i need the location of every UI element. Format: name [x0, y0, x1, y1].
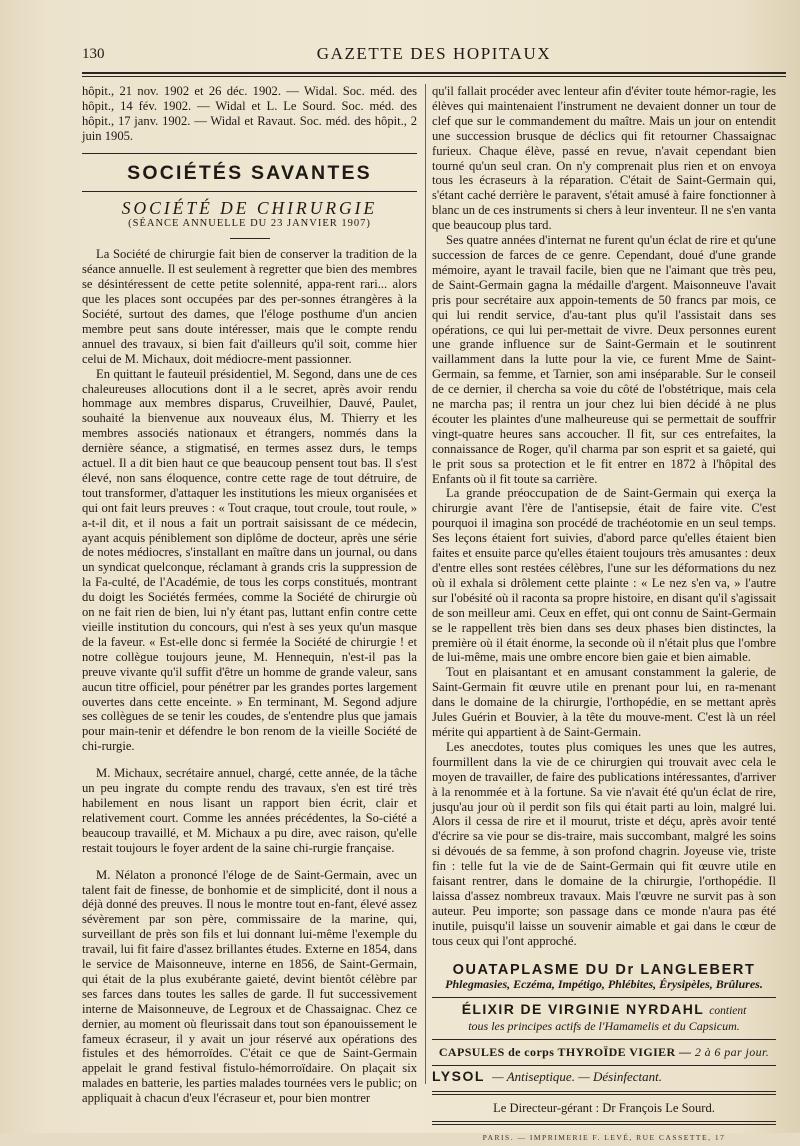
society-heading: SOCIÉTÉ DE CHIRURGIE [121, 197, 378, 218]
references-paragraph: hôpit., 21 nov. 1902 et 26 déc. 1902. — Widal. Soc. méd. des hôpit., 14 fév. 1902. — Widal et L. Le Sourd. Soc. méd. des hôpit., 17 janv. 1902. — Widal et Ravaut. Soc. méd. des hôpit., 2 juin 1905. [82, 84, 417, 143]
ad-elixir-title: ÉLIXIR DE VIRGINIE NYRDAHL [461, 1001, 704, 1018]
ad-ouataplasme-subtitle: Phlegmasies, Eczéma, Impétigo, Phlébites, Érysipèles, Brûlures. [445, 977, 763, 992]
page-header [82, 44, 786, 68]
section-rule-top [82, 153, 417, 154]
short-divider [230, 238, 270, 239]
journal-title: GAZETTE DES HOPITAUX [316, 44, 552, 63]
column-divider [425, 84, 426, 1084]
ad-capsules-title: CAPSULES de corps THYROÏDE VIGIER — [438, 1045, 695, 1060]
right-column [432, 84, 776, 1146]
ad-capsules-dose: 2 à 6 par jour. [694, 1045, 770, 1060]
printer-line: PARIS. — IMPRIMERIE F. LEVÉ, RUE CASSETTE, 17 [482, 1132, 726, 1142]
ad-ouataplasme-title: OUATAPLASME DU Dr LANGLEBERT [452, 961, 756, 978]
article-paragraph-8: Tout en plaisantant et en amusant constamment la galerie, de Saint-Germain fit œuvre utile en prenant pour lui, en ra-menant dans le domaine de la chirurgie, l'orthopédie, en se mettant après Jules Guérin et Bouvier, à la tête du mouve-ment. C'est là un réel mérite qui appartient à de Saint-Germain. [432, 665, 776, 739]
ad-rule-2 [432, 1039, 776, 1040]
article-paragraph-9: Les anecdotes, toutes plus comiques les unes que les autres, fourmillent dans la vie de ce chirurgien qui trouvait avec cela le moyen de travailler, de faire des publications intéressantes, d'arriver à la renommée et à la fortune. Sa vie n'avait été qu'un éclat de rire, jusqu'au jour où il perdit son fils qui était parti au loin, malgré lui. Alors il cessa de rire et il mourut, triste et déçu, après avoir tenté d'écrire sa vie pour se dis-traire, mais succombant, malgré les soins si dévoués de sa femme, à son profond chagrin. Joyeuse vie, triste fin : telle fut la vie de de Saint-Germain qui fit œuvre utile en faisant rentrer, dans le domaine de la chirurgie, l'orthopédie. Il laissa d'assez nombreux travaux. Mais l'œuvre ne survit pas à son auteur. Peu importe; son passage dans ce monde n'aura pas été inutile, puisqu'il laisse un souvenir aimable et gai dans le cœur de tous ceux qui l'ont approché. [432, 739, 776, 948]
ad-capsules [432, 1045, 776, 1060]
header-rule-thick [82, 72, 786, 74]
article-paragraph-2: En quittant le fauteuil présidentiel, M. Segond, dans une de ces chaleureuses allocutions dont il a le secret, après avoir rendu hommage aux membres disparus, Cruveilhier, Dauvé, Paulet, souhaité la bienvenue aux nouveaux élus, M. Thierry et les membres associés nationaux et étrangers, nommés dans la dernière séance, a stigmatisé, en termes assez durs, le temps actuel. Il a dit bien haut ce que beaucoup pensent tout bas. Il s'est élevé, non sans éloquence, contre cette rage de tout détruire, de tout transformer, d'attaquer les institutions les mieux organisées et qui ont fait leurs preuves : « Tout craque, tout croule, tout roule, » a-t-il dit, et il nous a fait un portrait saisissant de ce médecin, ayant acquis péniblement son diplôme de docteur, après une série de notes médiocres, s'installant en maître dans un journal, ou dans un syndicat quelconque, réclamant à grands cris la suppression de la Fa-culté, de l'Académie, de tous les corps constitués, montrant du doigt les Sociétés fermées, comme la Société de chirurgie où on ne fait rien de bien, lui n'y étant pas, luttant enfin contre cette vieille institution du concours, qui n'est à ses yeux qu'un masque de la faveur. « Est-elle donc si fermée la Société de chirurgie ! et notre collègue toujours jeune, M. Hennequin, n'est-il pas la preuve vivante qu'il suffit d'être un homme de grande valeur, sans aucun titre officiel, pour pénétrer par les grandes portes largement ouvertes dans cette enceinte. » En terminant, M. Segond adjure ses collègues de se tenir les coudes, de s'entendre plus que jamais pour main-tenir et défendre le bon renom de la vieille Société de chi-rurgie. [82, 366, 417, 754]
section-heading: SOCIÉTÉS SAVANTES [127, 161, 372, 184]
session-subheading: (SÉANCE ANNUELLE DU 23 JANVIER 1907) [128, 218, 371, 230]
ad-elixir-contient: contient [709, 1005, 747, 1018]
article-paragraph-5: qu'il fallait procéder avec lenteur afin d'éviter toute hémor-ragie, les élèves qui maintenaient l'instrument ne devaient donner un tour de clef que sur le commandement du maître. Mais un jour on entendit une succession brusque de déclics qui fit retourner Chassaignac furieux. Chaque élève, passé en revue, n'avait cependant bien tourné qu'un seul cran. On n'y comprenait plus rien et on envoya tous les écraseurs à la réparation. C'était de Saint-Germain qui, s'étant caché derrière le paravent, s'était amusé à faire fonctionner à blanc un de ces instruments si chers à leur inventeur. Il ne s'en vanta que beaucoup plus tard. [432, 84, 776, 233]
ad-lysol-name: LYSOL [432, 1068, 485, 1085]
section-rule-bottom [82, 191, 417, 192]
ad-lysol [432, 1069, 776, 1085]
ad-rule-3 [432, 1065, 776, 1066]
article-paragraph-6: Ses quatre années d'internat ne furent qu'un éclat de rire et qu'une succession de farces de ce genre. Cependant, doué d'une grande mémoire, ayant le travail facile, bien que ne l'aimant que très peu, de Saint-Germain gagna la médaille d'argent. Maisonneuve l'avait pris pour secrétaire aux appoin-tements de 50 francs par mois, ce qui lui rendit service, d'au-tant plus qu'il l'assistait dans ses opérations, ce qui lui per-mettait de vivre. Deux personnes eurent une grande influence sur de Saint-Germain et le soutinrent vaillamment dans la lutte pour la vie, ce furent Mme de Saint-Germain, sa femme, et Tarnier, son ami inséparable. Sur le conseil de ce dernier, il chercha sa voie du côté de l'obstétrique, mais cela ne marcha pas; il rentra un jour chez lui bien décidé à ne plus écouter les plaintes d'une malheureuse qui se permettait de souffrir vingt-quatre heures sans accoucher. Il fit, sur ces entrefaites, la connaissance de Roger, qu'il charma par son esprit et sa gaieté, qui le prit sous sa protection et le fit entrer en 1872 à l'hôpital des Enfants où il fit toute sa carrière. [432, 233, 776, 486]
header-rule-thin [82, 76, 786, 77]
ad-lysol-desc: — Antiseptique. — Désinfectant. [492, 1069, 662, 1085]
article-paragraph-4: M. Nélaton a prononcé l'éloge de de Saint-Germain, avec un talent fait de finesse, de bonhomie et de simplicité, dont il nous a déjà donné des preuves. Il nous le montre tout en-fant, élevé assez sévèrement par son père, commissaire de la marine, qui, surveillant de près son fils et lui donnant lui-même l'exemple du travail, lui fit faire d'assez brillantes études. Externe en 1854, dans le service de Maisonneuve, interne en 1856, de Saint-Germain, qui était de la plus exubérante gaieté, devint bientôt célèbre par ses farces dans toutes les salles de garde. Il fut successivement interne de Maisonneuve, de Legroux et de Chassaignac. Chez ce dernier, au moment où fleurissait dans tout son épanouissement le fameux écraseur, il y avait un jour réservé aux opérations des fistules et des hémorroïdes. C'était ce que de Saint-Germain appelait le grand festival fistulo-hémorroïdaire. On plaçait six malades en batterie, les parties malades tournées vers le public; on appliquait à chacun d'eux l'écraseur et, pour bien montrer [82, 867, 417, 1106]
page-number: 130 [82, 46, 105, 62]
footer-rule-bottom [432, 1121, 776, 1125]
article-paragraph-7: La grande préoccupation de de Saint-Germain qui exerça la chirurgie avant l'ère de l'antisepsie, était de faire vite. C'est pourquoi il imagina son procédé de trachéotomie en un seul temps. Ses leçons étaient fort suivies, d'abord parce qu'elles étaient bien faites et ensuite parce qu'elles étaient toujours très amusantes : deux d'entre elles sont restées célèbres, l'une sur les déformations du nez où il exhala si drôlement cette plainte : « Le nez s'en va, » l'autre sur l'obésité où il raconta sa propre histoire, en disant qu'il s'agissait de son meilleur ami. Ceux en effet, qui ont connu de Saint-Germain se le rappellent très bien dans ses deux phases bien distinctes, la première où il était énorme, la seconde où il n'était plus que l'ombre de lui-même, mais une ombre encore bien gaie et bien aimable. [432, 486, 776, 665]
footer-rule-top [432, 1091, 776, 1095]
ad-elixir-subtitle: tous les principes actifs de l'Hamamelis et du Capsicum. [468, 1019, 740, 1034]
article-paragraph-1: La Société de chirurgie fait bien de conserver la tradition de la séance annuelle. Il est seulement à regretter que bien des membres se désintéressent de cette petite solennité, appa-rent rari... alors que les places sont occupées par des per-sonnes étrangères à la Société, surtout des dames, que l'éloge posthume d'un ancien membre peut sans doute intéresser, mais que le compte rendu annuel des travaux, si bien fait d'ailleurs qu'il soit, comme hier celui de M. Michaux, doit médiocre-ment passionner. [82, 247, 417, 366]
director-line: Le Directeur-gérant : Dr François Le Sourd. [493, 1101, 715, 1115]
article-paragraph-3: M. Michaux, secrétaire annuel, chargé, cette année, de la tâche un peu ingrate du compte rendu des travaux, s'en est tiré très habilement en nous lisant un rapport bien écrit, clair et relativement court. Comme les années précédentes, la So-ciété a beaucoup travaillé, et M. Michaux a pu dire, avec raison, qu'elle restait toujours le foyer ardent de la saine chi-rurgie française. [82, 766, 417, 855]
ad-rule-1 [432, 997, 776, 998]
ad-elixir [432, 1002, 776, 1019]
left-column [82, 84, 417, 1106]
